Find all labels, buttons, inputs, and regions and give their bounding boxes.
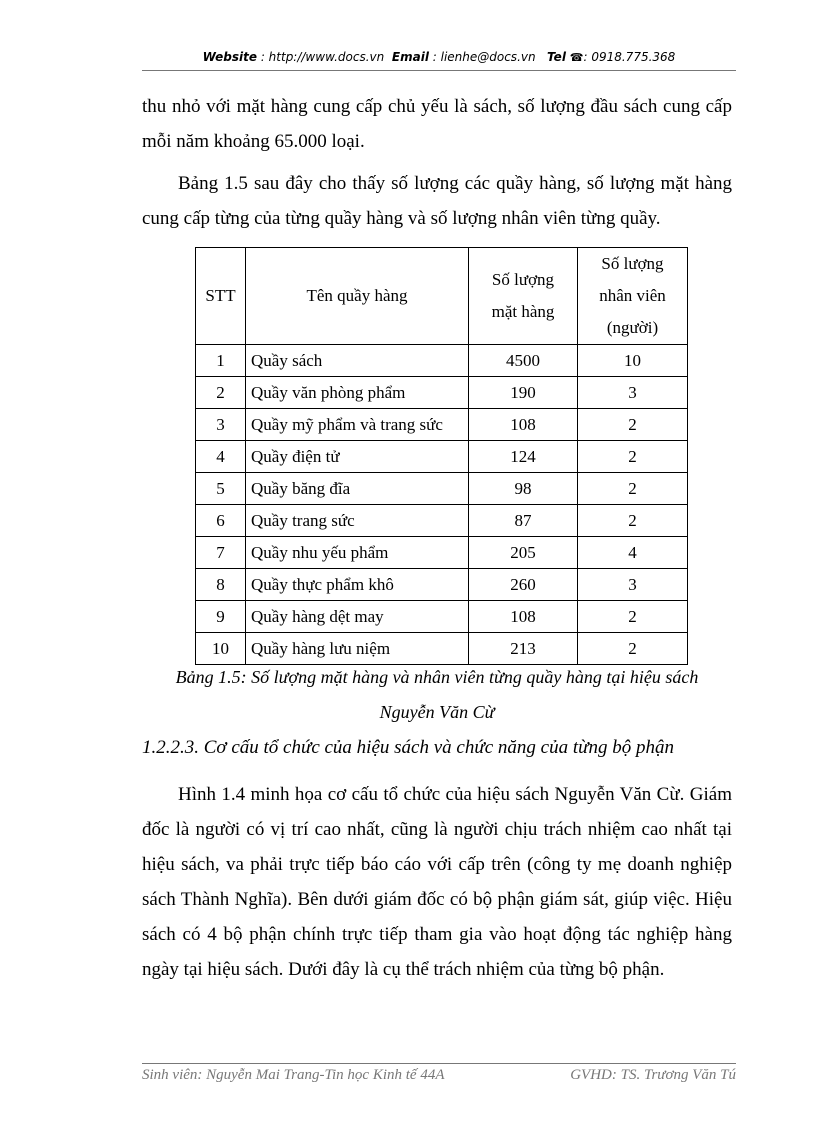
cell-staff-count: 2: [578, 409, 688, 441]
cell-staff-count: 2: [578, 633, 688, 665]
cell-stt: 7: [196, 537, 246, 569]
table-caption-line2: Nguyễn Văn Cừ: [379, 702, 495, 722]
phone-icon: ☎: [569, 51, 584, 64]
header-item-count-line2: mặt hàng: [491, 302, 555, 321]
header-staff-count-line1: Số lượng: [601, 254, 664, 273]
cell-stt: 2: [196, 377, 246, 409]
table-row: [196, 601, 688, 633]
cell-staff-count: 2: [578, 441, 688, 473]
cell-stt: 8: [196, 569, 246, 601]
header-divider: [142, 70, 736, 71]
cell-item-count: 213: [469, 633, 578, 665]
paragraph-intro: thu nhỏ với mặt hàng cung cấp chủ yếu là sách, số lượng đầu sách cung cấp mỗi năm khoảng 65.000 loại.: [142, 96, 732, 152]
cell-stt: 5: [196, 473, 246, 505]
section-heading: 1.2.2.3. Cơ cấu tổ chức của hiệu sách và chức năng của từng bộ phận: [142, 737, 674, 758]
table-row: [196, 377, 688, 409]
table-row: [196, 441, 688, 473]
header-item-count: [469, 248, 578, 345]
cell-counter-name: Quầy băng đĩa: [246, 473, 469, 505]
website-label: Website: [202, 50, 257, 64]
cell-counter-name: Quầy điện tử: [246, 441, 469, 473]
cell-item-count: 87: [469, 505, 578, 537]
email-label: Email: [391, 50, 429, 64]
cell-staff-count: 2: [578, 505, 688, 537]
table-row: [196, 569, 688, 601]
website-value[interactable]: : http://www.docs.vn: [257, 50, 385, 64]
cell-counter-name: Quầy hàng dệt may: [246, 601, 469, 633]
table-caption: [142, 660, 732, 730]
table-row: [196, 409, 688, 441]
paragraph-organization: Hình 1.4 minh họa cơ cấu tổ chức của hiệu sách Nguyễn Văn Cừ. Giám đốc là người có vị trí cao nhất, cũng là người chịu trách nhiệm cao nhất tại hiệu sách, va phải trực tiếp báo cáo với cấp trên (công ty mẹ doanh nghiệp sách Thành Nghĩa). Bên dưới giám đốc có bộ phận giám sát, giúp việc. Hiệu sách có 4 bộ phận chính trực tiếp tham gia vào hoạt động tác nghiệp hàng ngày tại hiệu sách. Dưới đây là cụ thể trách nhiệm của từng bộ phận.: [142, 784, 732, 980]
tel-label: Tel: [547, 50, 566, 64]
page-header: [142, 50, 736, 64]
tel-value: : 0918.775.368: [583, 50, 676, 64]
counters-table: [195, 247, 688, 665]
cell-item-count: 108: [469, 409, 578, 441]
cell-counter-name: Quầy sách: [246, 345, 469, 377]
cell-staff-count: 2: [578, 473, 688, 505]
cell-staff-count: 3: [578, 569, 688, 601]
cell-counter-name: Quầy văn phòng phẩm: [246, 377, 469, 409]
cell-item-count: 124: [469, 441, 578, 473]
footer-student: Sinh viên: Nguyễn Mai Trang-Tin học Kinh tế 44A: [142, 1067, 445, 1083]
cell-counter-name: Quầy trang sức: [246, 505, 469, 537]
table-row: [196, 537, 688, 569]
email-value[interactable]: : lienhe@docs.vn: [428, 50, 536, 64]
cell-counter-name: Quầy hàng lưu niệm: [246, 633, 469, 665]
cell-item-count: 98: [469, 473, 578, 505]
header-item-count-line1: Số lượng: [491, 270, 555, 289]
header-staff-count: [578, 248, 688, 345]
table-row: [196, 473, 688, 505]
footer-advisor: GVHD: TS. Trương Văn Tú: [570, 1067, 736, 1083]
cell-staff-count: 2: [578, 601, 688, 633]
cell-counter-name: Quầy nhu yếu phẩm: [246, 537, 469, 569]
cell-staff-count: 10: [578, 345, 688, 377]
table-row: [196, 505, 688, 537]
cell-stt: 1: [196, 345, 246, 377]
cell-staff-count: 3: [578, 377, 688, 409]
table-row: [196, 345, 688, 377]
cell-counter-name: Quầy mỹ phẩm và trang sức: [246, 409, 469, 441]
cell-item-count: 260: [469, 569, 578, 601]
header-stt: STT: [196, 248, 246, 345]
cell-item-count: 205: [469, 537, 578, 569]
paragraph-table-intro: Bảng 1.5 sau đây cho thấy số lượng các quầy hàng, số lượng mặt hàng cung cấp từng của từng quầy hàng và số lượng nhân viên từng quầy.: [142, 173, 732, 229]
table-caption-line1: Bảng 1.5: Số lượng mặt hàng và nhân viên từng quầy hàng tại hiệu sách: [175, 667, 699, 687]
header-counter-name: Tên quầy hàng: [246, 248, 469, 345]
cell-stt: 4: [196, 441, 246, 473]
cell-stt: 9: [196, 601, 246, 633]
table-header-row: [196, 248, 688, 345]
cell-counter-name: Quầy thực phẩm khô: [246, 569, 469, 601]
header-staff-count-line2: nhân viên: [599, 286, 666, 305]
footer-divider: [142, 1063, 736, 1064]
cell-item-count: 190: [469, 377, 578, 409]
header-staff-count-line3: (người): [606, 318, 659, 337]
cell-stt: 3: [196, 409, 246, 441]
cell-staff-count: 4: [578, 537, 688, 569]
cell-stt: 6: [196, 505, 246, 537]
cell-stt: 10: [196, 633, 246, 665]
cell-item-count: 4500: [469, 345, 578, 377]
cell-item-count: 108: [469, 601, 578, 633]
